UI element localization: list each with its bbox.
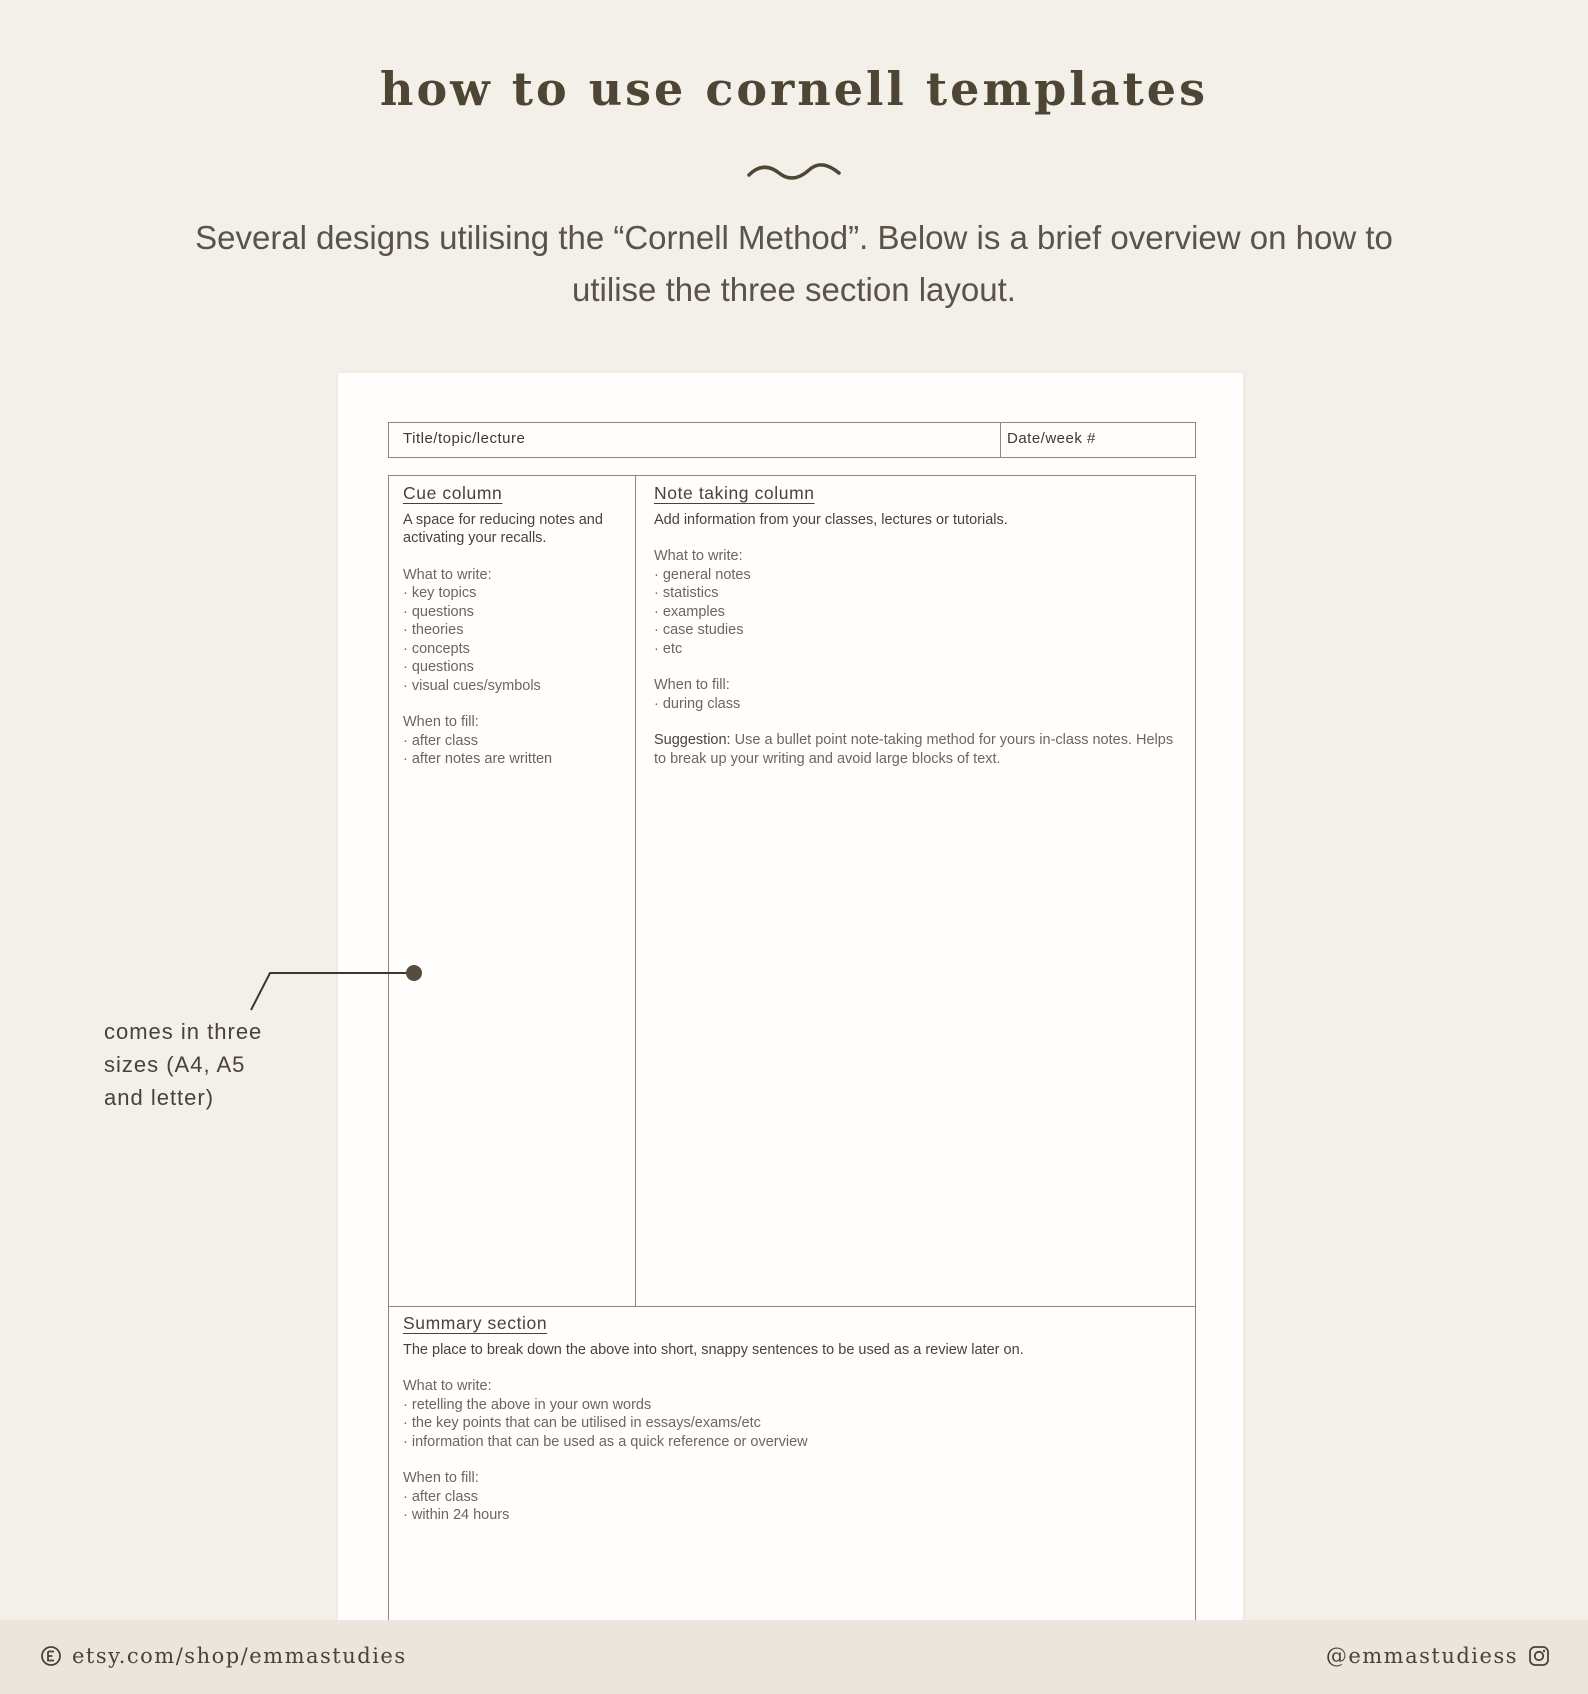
callout-pointer-icon xyxy=(248,960,428,1012)
note-taking-column xyxy=(654,484,1174,768)
footer-bar xyxy=(0,1620,1588,1694)
list-item: · retelling the above in your own words xyxy=(403,1396,1183,1415)
cue-column-heading: Cue column xyxy=(403,483,503,503)
date-field xyxy=(1000,422,1196,458)
list-item: · after class xyxy=(403,1488,1183,1507)
notes-suggestion xyxy=(654,731,1174,768)
cue-what-label: What to write: xyxy=(403,566,492,583)
cornell-grid xyxy=(388,475,1196,1621)
cornell-template-sheet xyxy=(338,373,1243,1621)
summary-when-label: When to fill: xyxy=(403,1470,479,1486)
sizes-callout xyxy=(104,1015,304,1114)
list-item: · questions xyxy=(403,603,623,622)
summary-section xyxy=(403,1314,1183,1525)
summary-divider xyxy=(389,1306,1195,1307)
summary-what-list xyxy=(403,1396,1183,1452)
summary-when-list xyxy=(403,1488,1183,1525)
list-item: · during class xyxy=(654,695,1174,714)
list-item: · etc xyxy=(654,640,1174,659)
notes-column-heading: Note taking column xyxy=(654,483,815,503)
list-item: · after notes are written xyxy=(403,750,623,769)
instagram-icon xyxy=(1528,1645,1550,1667)
column-divider xyxy=(635,476,636,1306)
list-item: · questions xyxy=(403,658,623,677)
list-item: · key topics xyxy=(403,584,623,603)
callout-line: sizes (A4, A5 xyxy=(104,1052,246,1077)
list-item: · general notes xyxy=(654,566,1174,585)
summary-description: The place to break down the above into short, snappy sentences to be used as a review later on. xyxy=(403,1341,1024,1358)
notes-when-list xyxy=(654,695,1174,714)
instagram-handle: @emmastudiess xyxy=(1325,1644,1518,1668)
page-subtitle: Several designs utilising the “Cornell Method”. Below is a brief overview on how to utilise the three section layout. xyxy=(195,219,1393,308)
page-title: how to use cornell templates xyxy=(380,62,1208,116)
summary-what-label: What to write: xyxy=(403,1378,492,1394)
etsy-link[interactable] xyxy=(40,1644,407,1668)
suggestion-text: Use a bullet point note-taking method for yours in-class notes. Helps to break up your writing and avoid large blocks of text. xyxy=(654,732,1174,767)
notes-what-list xyxy=(654,566,1174,659)
cue-column xyxy=(403,484,623,769)
list-item: · concepts xyxy=(403,640,623,659)
instagram-link[interactable] xyxy=(1326,1644,1550,1668)
list-item: · case studies xyxy=(654,621,1174,640)
cue-when-label: When to fill: xyxy=(403,714,479,730)
notes-what-label: What to write: xyxy=(654,548,743,564)
list-item: · examples xyxy=(654,603,1174,622)
list-item: · information that can be used as a quick reference or overview xyxy=(403,1433,1183,1452)
cue-column-description: A space for reducing notes and activating your recalls. xyxy=(403,511,603,546)
list-item: · statistics xyxy=(654,584,1174,603)
suggestion-label: Suggestion: xyxy=(654,732,731,748)
etsy-link-text: etsy.com/shop/emmastudies xyxy=(72,1644,407,1668)
squiggle-divider-icon xyxy=(747,163,841,181)
summary-heading: Summary section xyxy=(403,1313,548,1333)
title-field-label: Title/topic/lecture xyxy=(403,430,526,447)
callout-line: and letter) xyxy=(104,1085,215,1110)
list-item: · theories xyxy=(403,621,623,640)
list-item: · visual cues/symbols xyxy=(403,677,623,696)
callout-line: comes in three xyxy=(104,1019,263,1044)
notes-when-label: When to fill: xyxy=(654,677,730,693)
notes-column-description: Add information from your classes, lectures or tutorials. xyxy=(654,511,1008,528)
date-field-label: Date/week # xyxy=(1007,430,1096,447)
etsy-icon xyxy=(40,1645,62,1667)
list-item: · within 24 hours xyxy=(403,1506,1183,1525)
list-item: · the key points that can be utilised in essays/exams/etc xyxy=(403,1414,1183,1433)
cue-when-list xyxy=(403,732,623,769)
cue-what-list xyxy=(403,584,623,695)
list-item: · after class xyxy=(403,732,623,751)
